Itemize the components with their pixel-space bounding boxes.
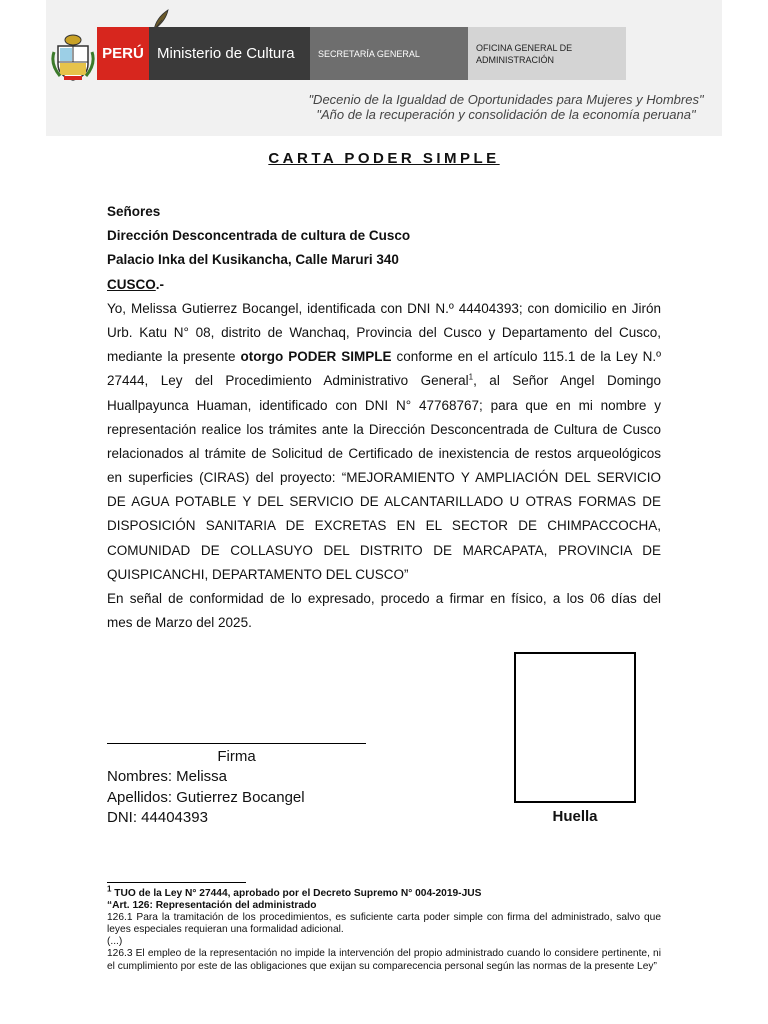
body-line: en superficies (CIRAS) del proyecto: “MEJORAMIENTO Y AMPLIACIÓN DEL SERVICIO xyxy=(107,470,661,486)
signature-line xyxy=(107,743,366,744)
footnote-article: “Art. 126: Representación del administrado xyxy=(107,900,317,912)
addressee-line-2: Dirección Desconcentrada de cultura de Cusco xyxy=(107,228,411,244)
addressee-line-1: Señores xyxy=(107,204,161,219)
signer-nombres: Nombres: Melissa xyxy=(107,768,228,785)
firma-label: Firma xyxy=(217,748,256,765)
footnote-rule xyxy=(107,882,246,883)
footnote-ref: 1 xyxy=(468,372,474,382)
addressee-city xyxy=(107,273,661,297)
signer-details xyxy=(107,767,305,829)
oficina-line-2: ADMINISTRACIÓN xyxy=(476,54,555,65)
body-line: Huallpayunca Huaman, identificado con DNI N° 47768767; para que en mi nombre y xyxy=(107,397,661,413)
body-line: QUISPICANCHI, DEPARTAMENTO DEL CUSCO” xyxy=(107,566,409,582)
footnote-number: 1 xyxy=(107,884,112,894)
secretaria-label: SECRETARÍA GENERAL xyxy=(310,27,468,80)
footnote-ellipsis: (...) xyxy=(107,936,123,948)
body-line: Urb. Katu N° 08, distrito de Wanchaq, Provincia del Cusco y Departamento del Cusco, xyxy=(107,324,661,340)
body-line: Yo, Melissa Gutierrez Bocangel, identificada con DNI N.º 44404393; con domicilio en Jirón xyxy=(107,300,661,316)
decenio-line: "Decenio de la Igualdad de Oportunidades para Mujeres y Hombres" xyxy=(308,92,704,107)
coat-of-arms-icon xyxy=(50,32,96,82)
signer-dni: DNI: 44404393 xyxy=(107,809,208,826)
peru-logo: PERÚ xyxy=(97,27,149,80)
footnote-tuo xyxy=(107,884,661,900)
huella-label: Huella xyxy=(552,808,598,825)
footnote-paragraph-1: 126.1 Para la tramitación de los procedimientos, es suficiente carta poder simple con firma del administrado, salvo que leyes especiales requieran una formalidad adicional. xyxy=(107,912,661,936)
body-fragment: 27444, Ley del Procedimiento Administrativo General xyxy=(107,373,469,389)
decenio-slogan xyxy=(296,92,716,122)
body-line: relacionados al trámite de Solicitud de Certificado de inexistencia de restos arqueológicos xyxy=(107,445,661,461)
body-line: En señal de conformidad de lo expresado, procedo a firmar en físico, a los 06 días del xyxy=(107,591,661,606)
oficina-line-1: OFICINA GENERAL DE xyxy=(476,42,573,53)
body-line: DE AGUA POTABLE Y DEL SERVICIO DE ALCANTARILLADO U OTRAS FORMAS DE xyxy=(107,494,661,510)
signer-apellidos: Apellidos: Gutierrez Bocangel xyxy=(107,788,305,806)
fingerprint-box xyxy=(514,652,636,803)
city-name: CUSCO xyxy=(107,276,156,292)
body-line xyxy=(107,369,661,393)
body-line: COMUNIDAD DE COLLASUYO DEL DISTRITO DE MARCAPATA, PROVINCIA DE xyxy=(107,542,661,558)
body-line xyxy=(107,345,661,369)
body-fragment: , al Señor Angel Domingo xyxy=(473,373,661,389)
body-line: representación realice los trámites ante la Dirección Desconcentrada de Cultura de Cusco xyxy=(107,421,661,437)
footnote-paragraph-2: 126.3 El empleo de la representación no impide la intervención del propio administrado cuando lo considere pertinente, ni el cumplimiento por este de las obligaciones que exijan su comparecencia personal según las normas de la presente Ley” xyxy=(107,948,661,972)
addressee-line-3: Palacio Inka del Kusikancha, Calle Maruri 340 xyxy=(107,252,399,268)
body-fragment: conforme en el artículo 115.1 de la Ley N.º xyxy=(391,349,661,365)
poder-simple-emphasis: otorgo PODER SIMPLE xyxy=(240,349,392,365)
anio-line: "Año de la recuperación y consolidación de la economía peruana" xyxy=(316,107,696,122)
body-fragment: mediante la presente xyxy=(107,349,241,365)
footnote xyxy=(107,884,661,973)
body-line: mes de Marzo del 2025. xyxy=(107,615,252,631)
body-line: DISPOSICIÓN SANITARIA DE EXCRETAS EN EL SECTOR DE CHIMPACCOCHA, xyxy=(107,518,661,534)
ministerio-label: Ministerio de Cultura xyxy=(149,27,310,80)
footnote-tuo-text: TUO de la Ley N° 27444, aprobado por el Decreto Supremo N° 004-2019-JUS xyxy=(111,888,482,899)
oficina-label xyxy=(468,27,626,80)
document-title: CARTA PODER SIMPLE xyxy=(268,150,500,167)
city-suffix: .- xyxy=(155,276,165,292)
letter-body xyxy=(107,200,661,635)
